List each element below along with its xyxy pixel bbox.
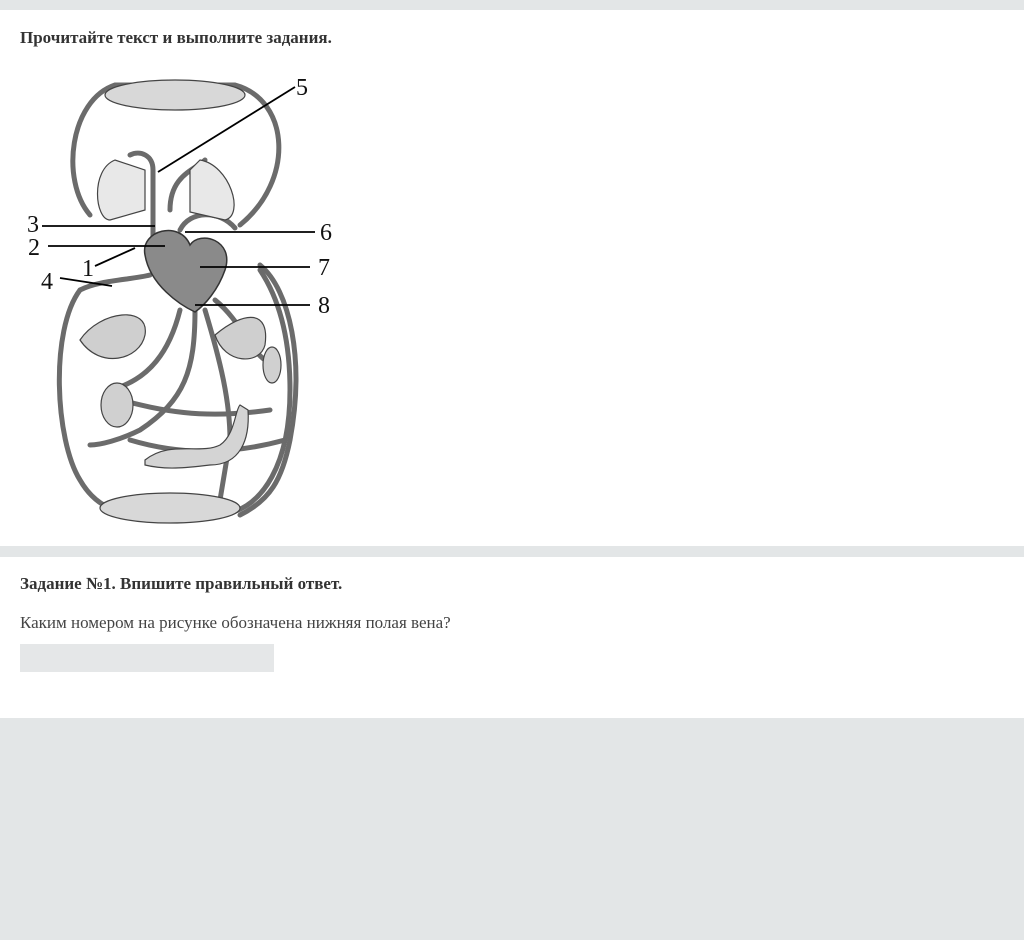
leader-1 bbox=[95, 248, 135, 266]
label-6: 6 bbox=[320, 220, 332, 246]
lower-capillary-bed bbox=[100, 493, 240, 523]
circulatory-system-figure bbox=[20, 60, 350, 535]
label-8: 8 bbox=[318, 293, 330, 319]
task-heading: Задание №1. Впишите правильный ответ. bbox=[20, 574, 343, 593]
left-lung bbox=[98, 160, 146, 220]
task-question: Каким номером на рисунке обозначена нижняя полая вена? bbox=[20, 613, 451, 632]
upper-capillary-bed bbox=[105, 80, 245, 110]
systemic-left-loop bbox=[59, 270, 290, 515]
right-lung bbox=[190, 160, 234, 220]
label-3: 3 bbox=[27, 212, 39, 238]
label-7: 7 bbox=[318, 255, 330, 281]
left-kidney bbox=[101, 383, 133, 427]
answer-input[interactable] bbox=[20, 644, 274, 672]
label-2: 2 bbox=[28, 235, 40, 261]
right-kidney bbox=[263, 347, 281, 383]
stomach bbox=[215, 317, 266, 359]
text-heading: Прочитайте текст и выполните задания. bbox=[20, 28, 332, 47]
text-card bbox=[0, 10, 1024, 546]
task-card bbox=[0, 557, 1024, 718]
liver bbox=[80, 315, 145, 359]
circulatory-diagram bbox=[20, 60, 350, 535]
label-5: 5 bbox=[296, 75, 308, 101]
label-4: 4 bbox=[41, 269, 53, 295]
label-1: 1 bbox=[82, 256, 94, 282]
